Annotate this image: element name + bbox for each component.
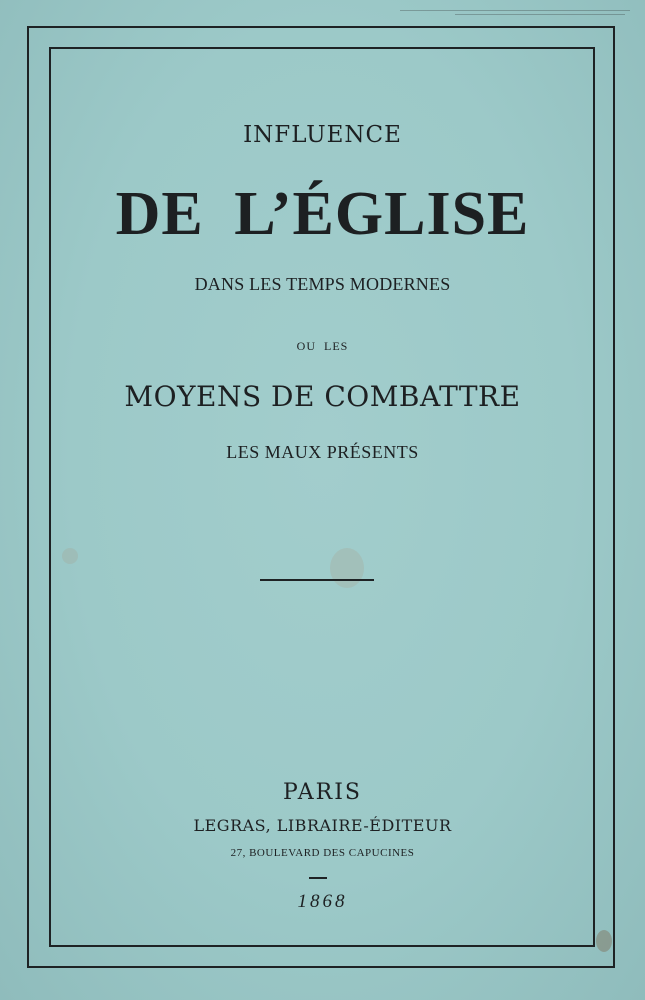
divider-rule [260,579,374,581]
title-line-temps-modernes: DANS LES TEMPS MODERNES [194,274,451,294]
subtitle-line-combattre: MOYENS DE COMBATTRE [124,380,521,413]
imprint-short-rule [309,877,327,879]
subtitle-line-maux: LES MAUX PRÉSENTS [226,442,419,462]
title-line-main: DE L’ÉGLISE [115,180,530,248]
imprint-year: 1868 [297,891,348,912]
imprint-city: PARIS [283,780,362,805]
title-line-influence: INFLUENCE [243,122,402,148]
paper-scuff [400,10,630,11]
paper-scuff [455,14,625,15]
imprint-address: 27, BOULEVARD DES CAPUCINES [230,847,415,859]
imprint-publisher: LEGRAS, LIBRAIRE-ÉDITEUR [193,816,452,835]
title-connector: OU LES [296,339,349,353]
